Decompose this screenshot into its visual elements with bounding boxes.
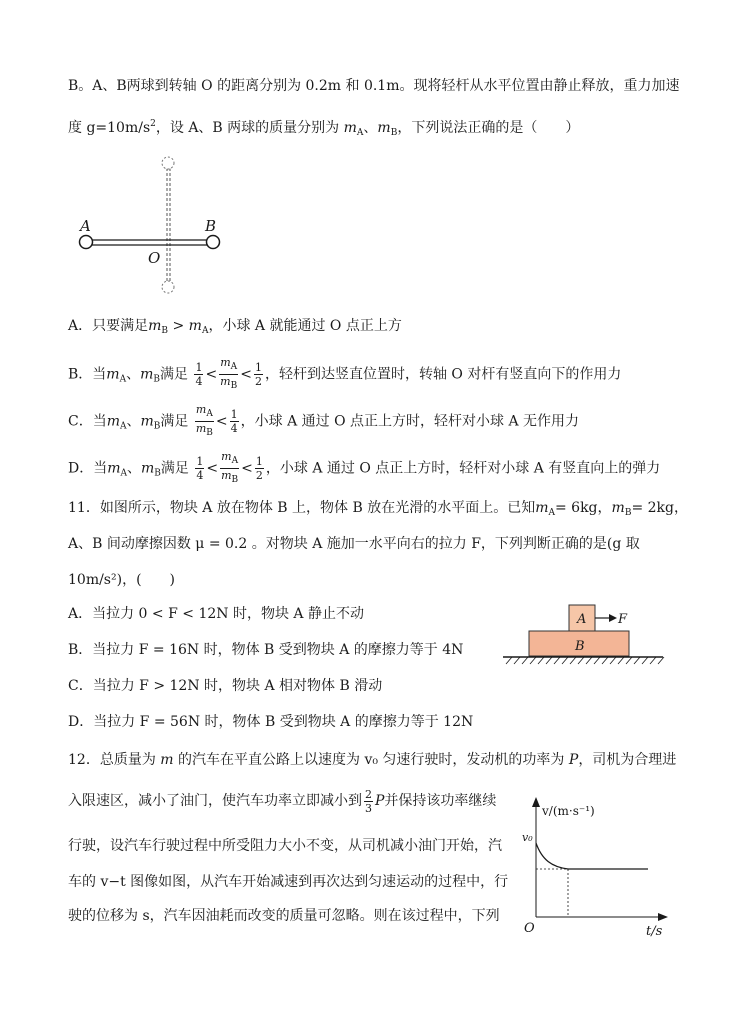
q12-vt-graph [520,795,680,945]
sub-b: B [153,374,160,385]
q12-line5: 驶的位移为 s，汽车因油耗而改变的质量可忽略。则在该过程中，下列 [68,908,500,924]
lt: < [240,366,252,383]
label-a: A [577,612,587,627]
q12-line3: 行驶，设汽车行驶过程中所受阻力大小不变，从司机减小油门开始，汽 [68,838,502,854]
m: m [140,366,154,383]
den: 4 [196,469,204,482]
q12-line2b: 并保持该功率继续 [384,793,497,809]
sub-b: B [206,428,213,438]
q11-line3: 10m/s²)，( ) [68,572,175,588]
num [195,403,214,422]
sub-a: A [201,326,209,336]
sub-b: B [231,475,239,485]
q12-line4: 车的 v−t 图像如图，从汽车开始减速到再次达到匀速运动的过程中，行 [68,874,509,890]
sq: 2 [150,119,156,129]
num: 1 [230,408,238,421]
q10-option-c [68,403,579,442]
q10-optA-pre: A．只要满足 [68,318,149,334]
q12-line2 [68,786,496,816]
ball-a [80,236,93,249]
q11-mb: = 2kg， [631,500,688,516]
sub-a: A [230,362,238,372]
m: m [343,120,357,136]
p: P [375,793,385,809]
m: m [148,318,162,334]
origin-label: O [524,921,535,936]
lt: < [206,460,219,477]
label-o: O [148,249,161,267]
q12-line1b: 的汽车在平直公路上以速度为 v₀ 匀速行驶时，发动机的功率为 [178,752,565,768]
m: m [141,460,155,477]
q11-line1-text: 11．如图所示，物块 A 放在物体 B 上，物体 B 放在光滑的水平面上。已知 [68,500,536,516]
sub-b: B [390,128,398,138]
den: 2 [255,469,263,482]
q10-optC-pre: C．当 [68,413,107,430]
x-axis-label: t/s [646,924,663,939]
num [220,450,239,469]
sub-b: B [230,381,238,391]
sub-b: B [154,468,161,479]
m: m [535,500,549,516]
label-f: F [618,612,628,627]
fraction [219,356,238,393]
p: P [568,752,579,768]
sep: 、 [127,460,142,477]
q11-option-c: C．当拉力 F > 12N 时，物块 A 相对物体 B 滑动 [68,678,383,694]
den: 3 [365,801,372,815]
ball-b [207,236,220,249]
q10-optB-mid: 满足 [159,366,188,383]
q10-optD-mid: 满足 [160,460,189,477]
q10-optB-pre: B．当 [68,366,107,383]
m: m [195,403,207,416]
label-b: B [575,639,585,654]
sub-a: A [119,374,127,385]
label-a: A [80,217,91,235]
q12-line1c: ，司机为合理进 [578,752,677,768]
num: 1 [196,455,204,468]
sep: 、 [126,413,141,430]
q10-optC-post: ，小球 A 通过 O 点正上方时，轻杆对小球 A 无作用力 [240,413,580,430]
sub-b: B [624,508,632,518]
m: m [106,366,120,383]
q10-line2c: ，下列说法正确的是（ ） [397,120,580,136]
v0-label: v₀ [522,831,533,844]
sub-a: A [356,128,364,138]
den [220,469,239,487]
fraction [195,455,204,482]
q10-rod-figure [70,155,230,295]
velocity-curve [536,843,648,869]
label-b: B [205,217,217,235]
gt: > [172,318,185,334]
num: 2 [365,787,372,801]
q10-line2a: 度 g=10m/s [68,120,151,136]
q10-optD-post: ，小球 A 通过 O 点正上方时，轻杆对小球 A 有竖直向上的弹力 [265,460,661,477]
num: 1 [195,361,203,374]
lt: < [205,366,218,383]
q11-line2: A、B 间动摩擦因数 μ = 0.2 。对物块 A 施加一水平向右的拉力 F，下列判断正确的是(g 取 [68,536,640,552]
sub-a: A [206,409,213,419]
fraction [194,361,203,388]
lt: < [215,413,228,430]
num: 1 [254,361,262,374]
q11-option-a: A．当拉力 0 < F < 12N 时，物块 A 静止不动 [68,606,364,622]
m: m [160,752,174,768]
q11-option-d: D．当拉力 F = 56N 时，物体 B 受到物块 A 的摩擦力等于 12N [68,714,474,730]
m: m [106,413,120,430]
m: m [377,120,391,136]
q10-optD-pre: D．当 [68,460,108,477]
fraction [220,450,239,487]
q10-optA-post: ，小球 A 就能通过 O 点正上方 [208,318,402,334]
num [219,356,238,375]
m: m [220,356,231,369]
sub-a: A [120,421,127,432]
lt: < [241,460,253,477]
sub-b: B [161,326,169,336]
den [195,422,214,440]
den: 4 [195,375,203,388]
q11-ma: = 6kg， [554,500,612,516]
q11-blocks-figure [503,600,668,670]
m: m [221,450,232,463]
q11-option-b: B．当拉力 F = 16N 时，物体 B 受到物块 A 的摩擦力等于 4N [68,642,464,658]
den: 2 [254,375,262,388]
q12-line1a: 12．总质量为 [68,752,156,768]
q10-option-b [68,356,621,395]
sub-a: A [548,508,555,518]
m: m [221,469,232,482]
q10-optB-post: ，轻杆到达竖直位置时，转轴 O 对杆有竖直向下的作用力 [264,366,622,383]
q12-line2a: 入限速区，减小了油门，使汽车功率立即减小到 [68,793,362,809]
den [219,375,238,393]
sub-a: A [120,468,128,479]
q10-option-a [68,316,402,341]
num: 1 [255,455,263,468]
den: 4 [230,422,238,435]
fraction [364,788,373,815]
sub-a: A [231,456,239,466]
q10-line1: B。A、B两球到转轴 O 的距离分别为 0.2m 和 0.1m。现将轻杆从水平位置由静止释放，重力加速 [68,78,680,94]
q10-line2b: ，设 A、B 两球的质量分别为 [155,120,340,136]
m: m [220,375,231,388]
y-axis-label: v/(m·s⁻¹) [542,804,595,818]
q12-line1 [68,750,676,770]
sub-b: B [153,421,161,432]
fraction [254,361,263,388]
q11-line1 [68,498,688,523]
q10-optC-mid: 满足 [160,413,189,430]
fraction [195,403,214,440]
sep: 、 [363,120,378,136]
m: m [140,413,154,430]
m: m [188,318,202,334]
m: m [611,500,625,516]
fraction [255,455,264,482]
m: m [107,460,121,477]
q10-line2 [68,114,579,143]
fraction [230,408,239,435]
m: m [195,422,207,435]
q10-option-d [68,450,660,489]
sep: 、 [126,366,141,383]
